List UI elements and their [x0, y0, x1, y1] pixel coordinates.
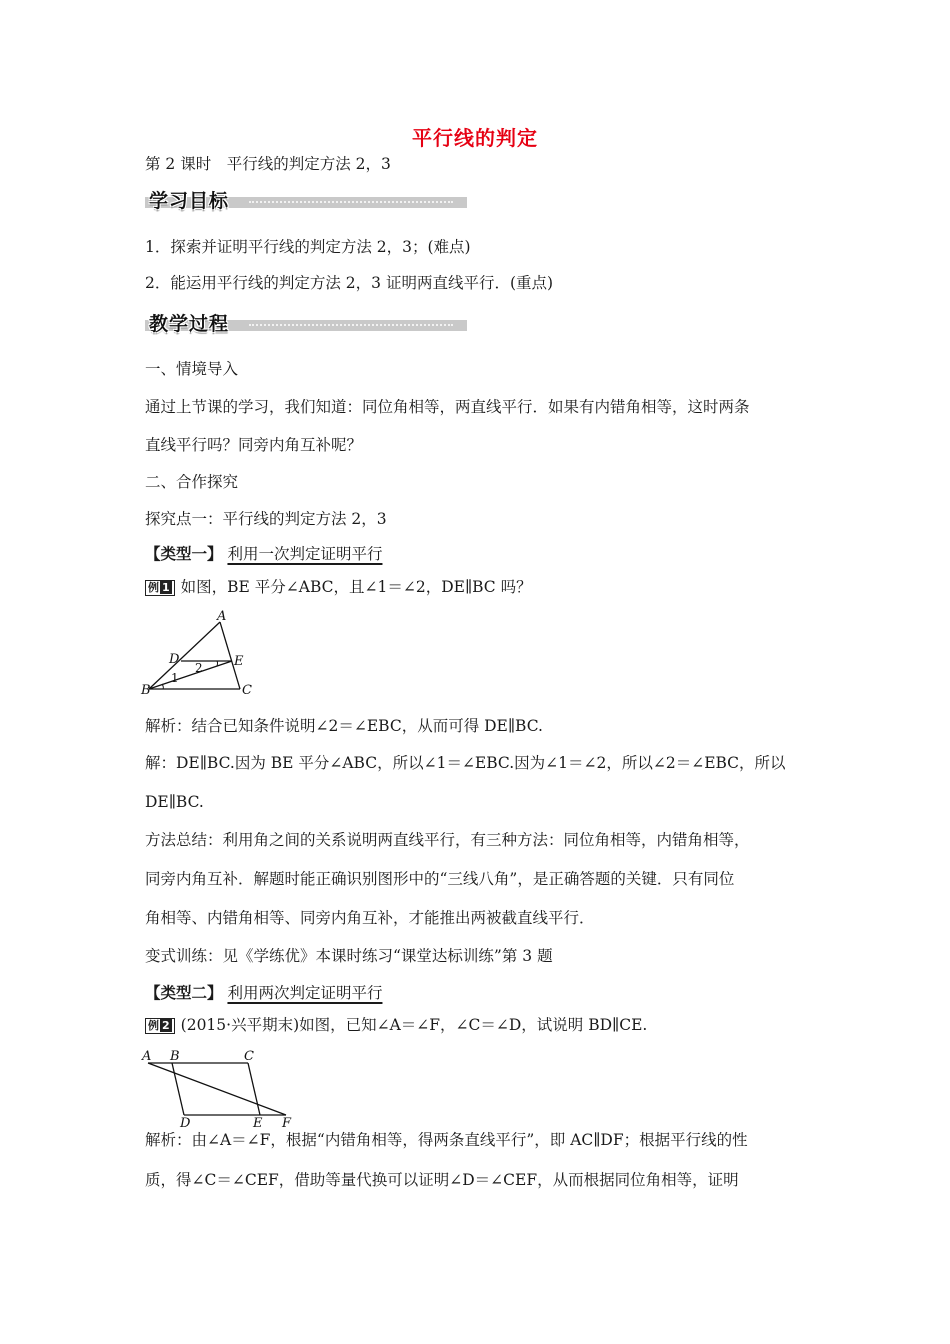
variant-training: 变式训练：见《学练优》本课时练习“课堂达标训练”第 3 题 — [145, 947, 553, 965]
angle-label-1: 1 — [171, 671, 179, 685]
line-bd — [172, 1063, 184, 1115]
segment-be — [149, 661, 232, 689]
process-banner — [145, 309, 467, 335]
example-badge — [145, 1018, 175, 1034]
coop-heading: 二、合作探究 — [145, 473, 239, 491]
example-text: 如图，BE 平分∠ABC，且∠1＝∠2，DE∥BC 吗？ — [180, 578, 532, 596]
point-heading: 探究点一：平行线的判定方法 2，3 — [145, 510, 387, 528]
page-title: 平行线的判定 — [412, 126, 538, 150]
parallelogram-figure — [140, 1045, 300, 1127]
example-badge-label: 例 — [148, 1019, 159, 1032]
lesson-subtitle: 第 2 课时 平行线的判定方法 2，3 — [145, 155, 391, 173]
type-tag: 【类型一】 — [145, 544, 223, 563]
example-badge-number: 1 — [162, 581, 170, 594]
method-summary: 同旁内角互补．解题时能正确识别图形中的“三线八角”，是正确答题的关键．只有同位 — [145, 870, 735, 888]
type-tag: 【类型二】 — [145, 983, 223, 1002]
objective-item: 2．能运用平行线的判定方法 2，3 证明两直线平行．(重点) — [145, 274, 554, 292]
example2-analysis: 解析：由∠A＝∠F，根据“内错角相等，得两条直线平行”，即 AC∥DF；根据平行线的性 — [145, 1131, 748, 1149]
type-title: 利用一次判定证明平行 — [227, 545, 383, 563]
example1-question — [145, 577, 810, 597]
line-ce — [248, 1063, 260, 1115]
example-badge-label: 例 — [148, 581, 159, 594]
point-label-d: D — [180, 1116, 191, 1127]
example1-analysis: 解析：结合已知条件说明∠2＝∠EBC，从而可得 DE∥BC. — [145, 717, 543, 735]
type1-heading — [145, 544, 810, 564]
objectives-heading: 学习目标 — [149, 190, 230, 212]
example-badge-number: 2 — [162, 1019, 170, 1032]
example1-solution: 解：DE∥BC.因为 BE 平分∠ABC，所以∠1＝∠EBC.因为∠1＝∠2，所以∠2＝∠EBC，所以 — [145, 754, 786, 772]
point-label-f: F — [282, 1116, 292, 1127]
intro-text: 直线平行吗？同旁内角互补呢？ — [145, 436, 363, 454]
line-af — [148, 1063, 286, 1115]
point-label-a: A — [217, 609, 227, 624]
method-summary: 方法总结：利用角之间的关系说明两直线平行，有三种方法：同位角相等，内错角相等， — [145, 831, 750, 849]
objective-item: 1．探索并证明平行线的判定方法 2，3；(难点) — [145, 238, 471, 256]
example2-question — [145, 1015, 810, 1035]
angle-label-2: 2 — [195, 661, 203, 675]
segment-ba — [149, 622, 220, 689]
example-text: (2015·兴平期末)如图，已知∠A＝∠F，∠C＝∠D，试说明 BD∥CE. — [180, 1016, 648, 1034]
angle-mark-2 — [217, 661, 218, 666]
process-heading: 教学过程 — [149, 313, 230, 335]
point-label-c: C — [242, 683, 252, 698]
point-label-e: E — [234, 654, 244, 669]
type-title: 利用两次判定证明平行 — [227, 984, 383, 1002]
objectives-banner — [145, 186, 467, 212]
banner-dots — [249, 324, 453, 326]
example-badge — [145, 580, 175, 596]
intro-text: 通过上节课的学习，我们知道：同位角相等，两直线平行．如果有内错角相等，这时两条 — [145, 398, 750, 416]
point-label-d: D — [169, 652, 180, 667]
point-label-e: E — [253, 1116, 263, 1127]
banner-dots — [249, 201, 453, 203]
triangle-figure — [140, 608, 260, 700]
example1-solution: DE∥BC. — [145, 793, 204, 811]
example2-analysis: 质，得∠C＝∠CEF，借助等量代换可以证明∠D＝∠CEF，从而根据同位角相等，证明 — [145, 1171, 739, 1189]
point-label-a: A — [142, 1049, 152, 1064]
method-summary: 角相等、内错角相等、同旁内角互补，才能推出两被截直线平行． — [145, 909, 595, 927]
intro-heading: 一、情境导入 — [145, 360, 239, 378]
point-label-b: B — [170, 1049, 180, 1064]
point-label-b: B — [141, 683, 151, 698]
point-label-c: C — [244, 1049, 254, 1064]
type2-heading — [145, 983, 810, 1003]
